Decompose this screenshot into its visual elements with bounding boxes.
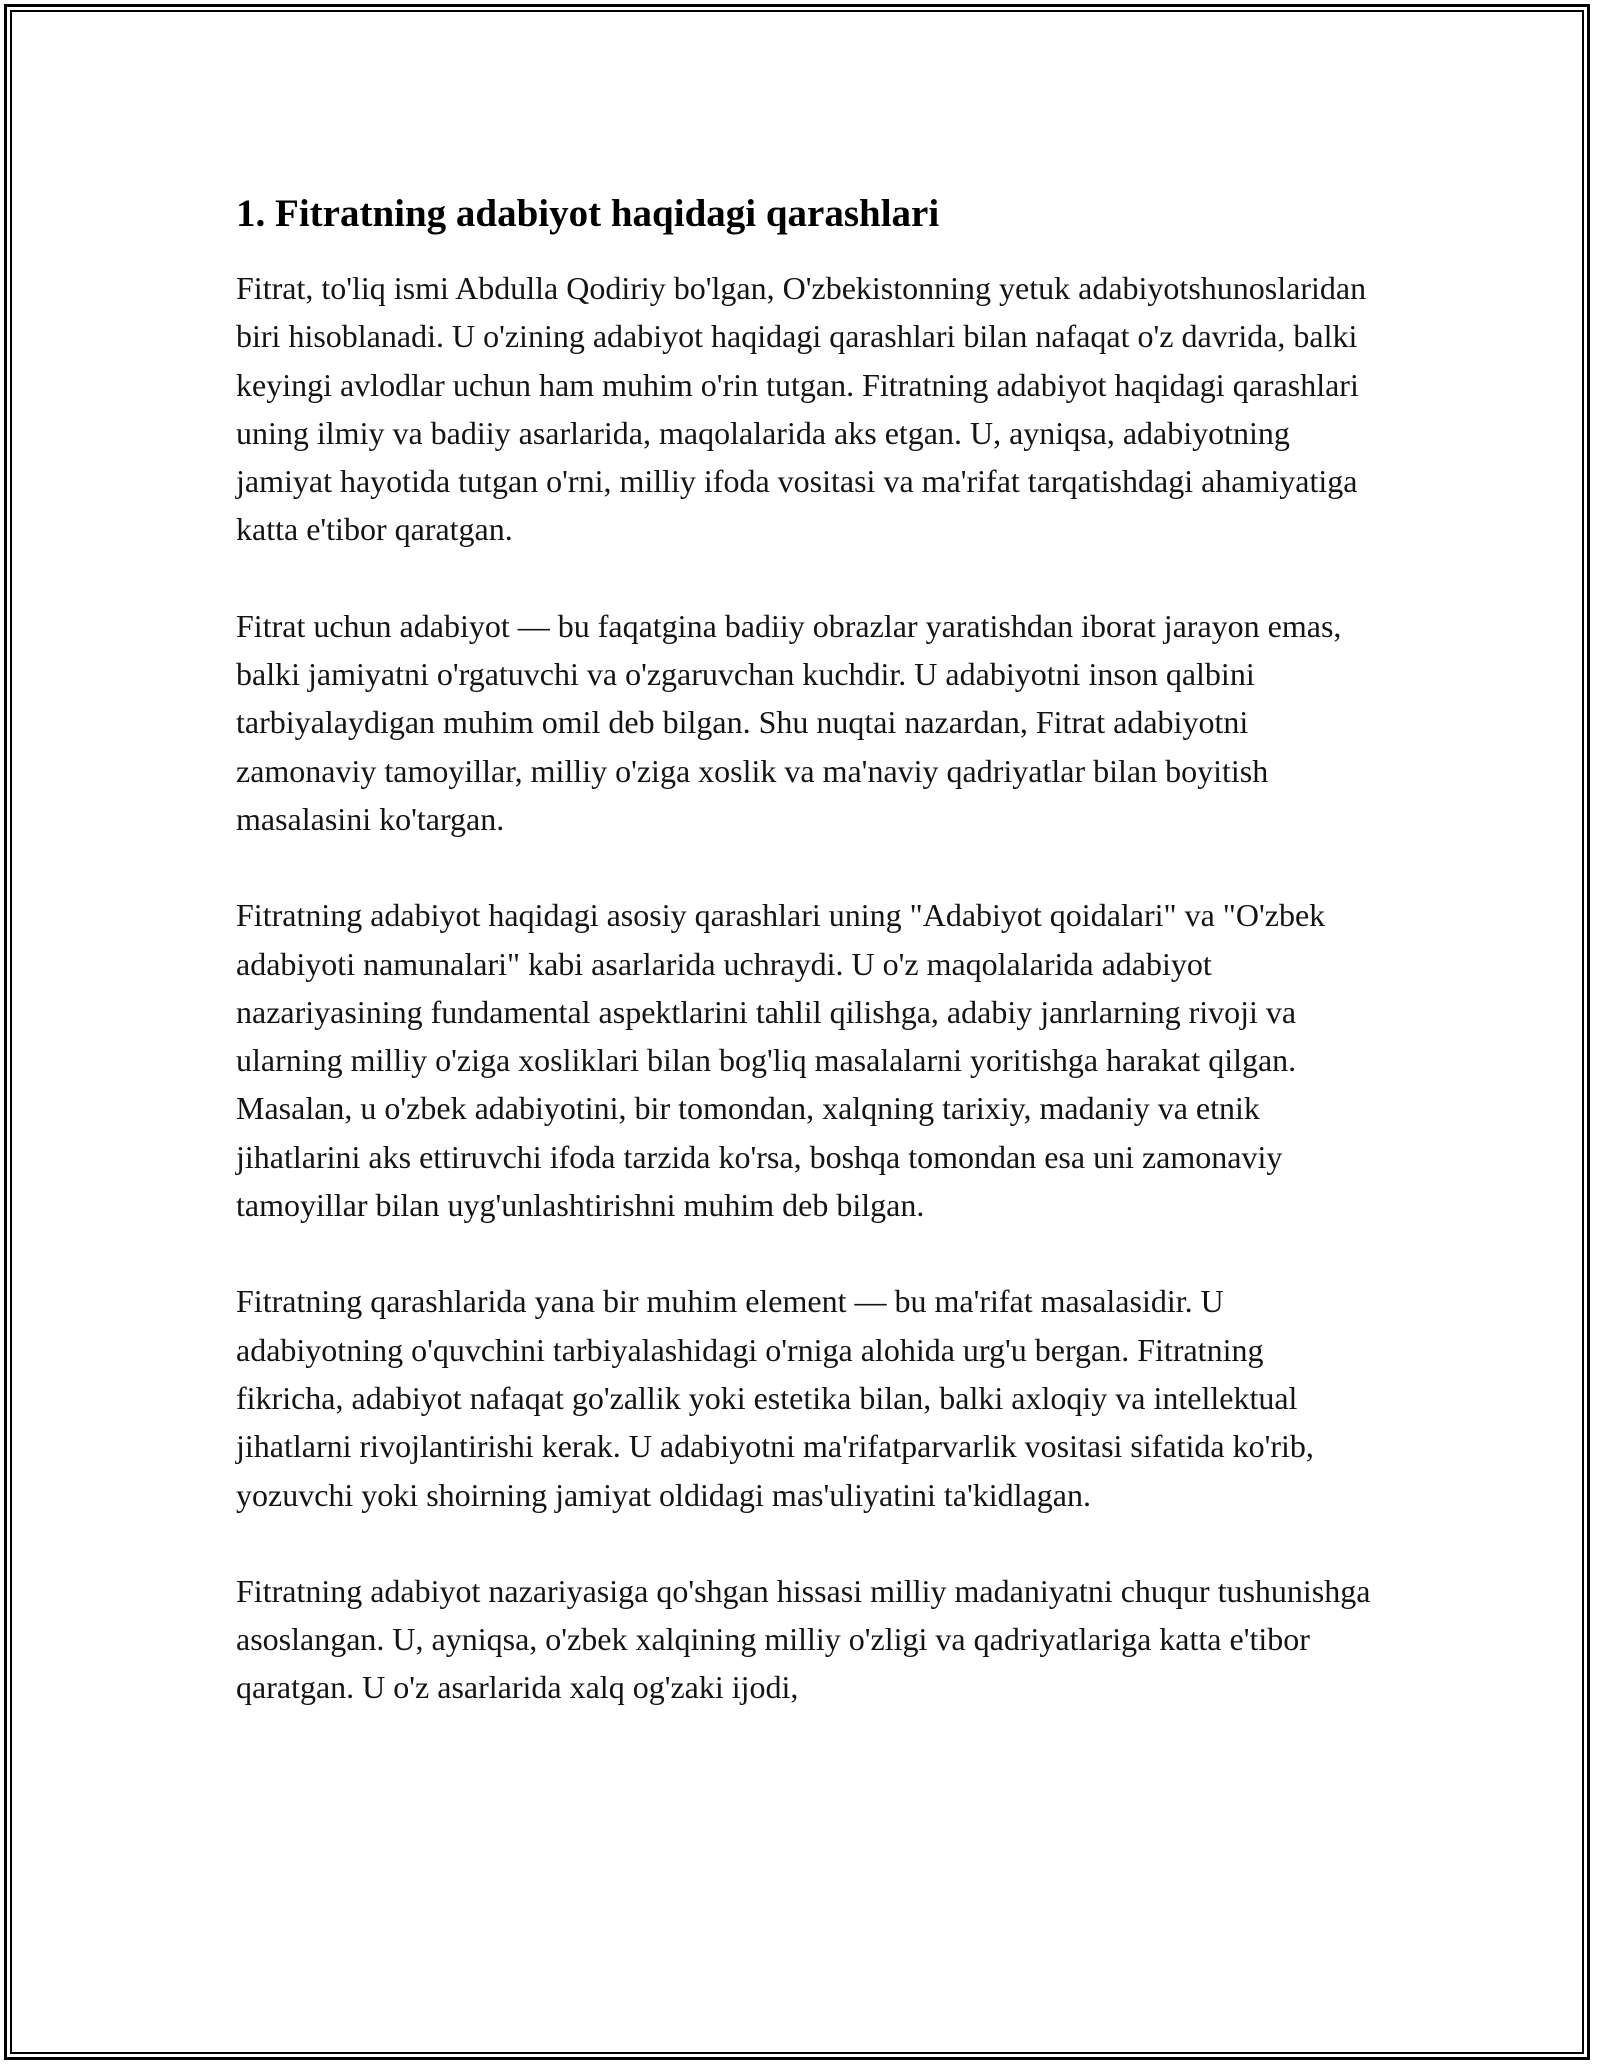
paragraph-5: Fitratning adabiyot nazariyasiga qo'shgan hissasi milliy madaniyatni chuqur tushunishga asoslangan. U, ayniqsa, o'zbek xalqining milliy o'zligi va qadriyatlariga katta e'tibor qaratgan. U o'z asarlarida xalq og'zaki ijodi, [236, 1572, 1371, 1706]
paragraph-2: Fitrat uchun adabiyot — bu faqatgina badiiy obrazlar yaratishdan iborat jarayon emas, balki jamiyatni o'rgatuvchi va o'zgaruvchan kuchdir. U adabiyotni inson qalbini tarbiyalaydigan muhim omil deb bilgan. Shu nuqtai nazardan, Fitrat adabiyotni zamonaviy tamoyillar, milliy o'ziga xoslik va ma'naviy qadriyatlar bilan boyitish masalasini ko'targan. [236, 607, 1342, 837]
paragraph-3: Fitratning adabiyot haqidagi asosiy qarashlari uning "Adabiyot qoidalari" va "O'zbek adabiyoti namunalari" kabi asarlarida uchraydi. U o'z maqolalarida adabiyot nazariyasining fundamental aspektlarini tahlil qilishga, adabiy janrlarning rivoji va ularning milliy o'ziga xosliklari bilan bog'liq masalalarni yoritishga harakat qilgan. Masalan, u o'zbek adabiyotini, bir tomondan, xalqning tarixiy, madaniy va etnik jihatlarini aks ettiruvchi ifoda tarzida ko'rsa, boshqa tomondan esa uni zamonaviy tamoyillar bilan uyg'unlashtirishni muhim deb bilgan. [236, 897, 1326, 1224]
paragraph-4: Fitratning qarashlarida yana bir muhim element — bu ma'rifat masalasidir. U adabiyotning o'quvchini tarbiyalashidagi o'rniga alohida urg'u bergan. Fitratning fikricha, adabiyot nafaqat go'zallik yoki estetika bilan, balki axloqiy va intellektual jihatlarni rivojlantirishi kerak. U adabiyotni ma'rifatparvarlik vositasi sifatida ko'rib, yozuvchi yoki shoirning jamiyat oldidagi mas'uliyatini ta'kidlagan. [236, 1283, 1314, 1513]
document-body [236, 186, 1371, 1760]
paragraph-1: Fitrat, to'liq ismi Abdulla Qodiriy bo'lgan, O'zbekistonning yetuk adabiyotshunoslaridan biri hisoblanadi. U o'zining adabiyot haqidagi qarashlari bilan nafaqat o'z davrida, balki keyingi avlodlar uchun ham muhim o'rin tutgan. Fitratning adabiyot haqidagi qarashlari uning ilmiy va badiiy asarlarida, maqolalarida aks etgan. U, ayniqsa, adabiyotning jamiyat hayotida tutgan o'rni, milliy ifoda vositasi va ma'rifat tarqatishdagi ahamiyatiga katta e'tibor qaratgan. [236, 270, 1367, 548]
section-heading: 1. Fitratning adabiyot haqidagi qarashlari [236, 192, 940, 235]
